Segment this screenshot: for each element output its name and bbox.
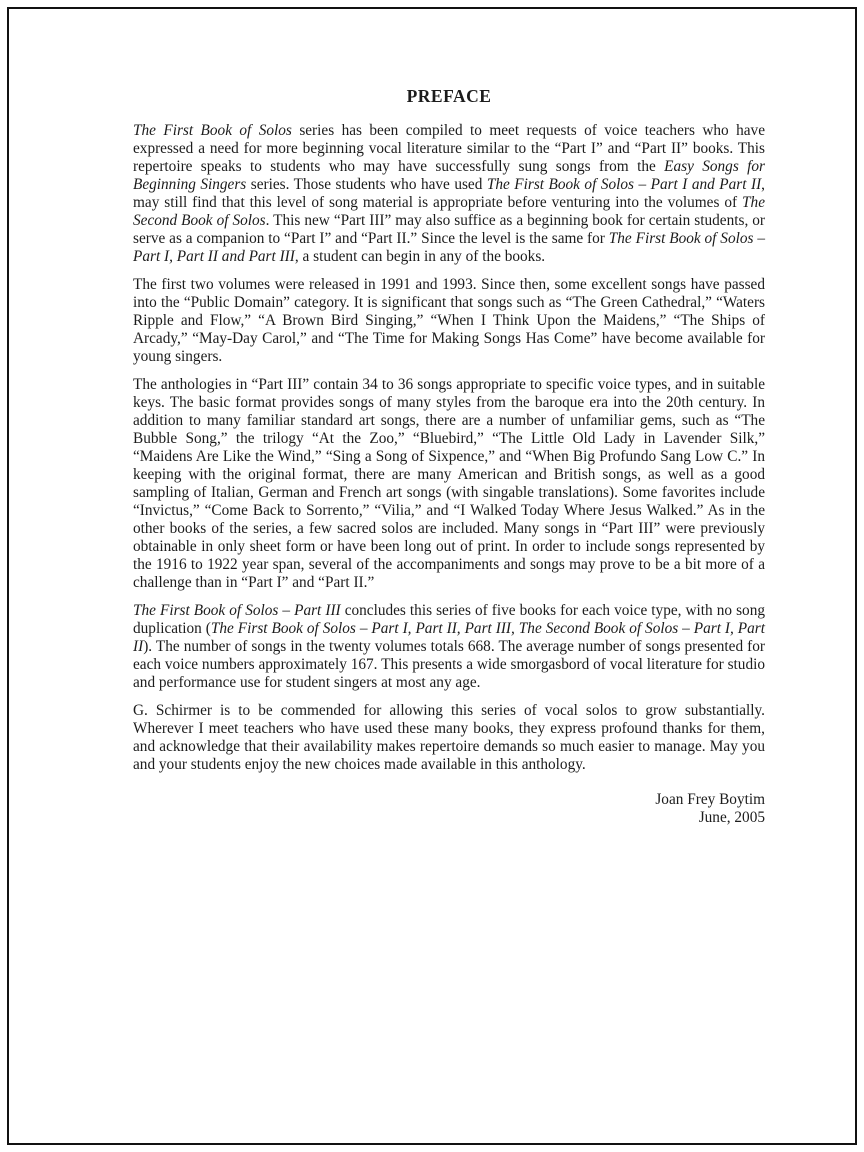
body-text: , may still find that this level of song material is appropriate before venturing into the volumes of xyxy=(133,176,765,211)
body-text: ). The number of songs in the twenty volumes totals 668. The average number of songs presented for each voice numbers approximately 167. This presents a wide smorgasbord of vocal literature for studio and performance use for student singers at most any age. xyxy=(133,638,765,691)
page-title: PREFACE xyxy=(406,86,492,106)
body-text: concludes this series of five books for each voice type, with no song duplication ( xyxy=(133,602,765,637)
paragraph xyxy=(133,702,765,774)
signature-date: June, 2005 xyxy=(698,809,765,826)
book-title-text: The First Book of Solos – Part I, Part II, Part III, The Second Book of Solos – Part I, Part II xyxy=(133,620,765,655)
body-text: series. Those students who have used xyxy=(246,176,487,193)
paragraph xyxy=(133,122,765,266)
paragraph xyxy=(133,276,765,366)
book-title-text: The Second Book of Solos xyxy=(133,194,765,229)
body-text: The anthologies in “Part III” contain 34 to 36 songs appropriate to specific voice types, and in suitable keys. The basic format provides songs of many styles from the baroque era into the 20th century. In addition to many familiar standard art songs, there are a number of unfamiliar gems, such as “The Bubble Song,” the trilogy “At the Zoo,” “Bluebird,” “The Little Old Lady in Lavender Silk,” “Maidens Are Like the Wind,” “Sing a Song of Sixpence,” and “When Big Profundo Sang Low C.” In keeping with the original format, there are many American and British songs, as well as a good sampling of Italian, German and French art songs (with singable translations). Some favorites include “Invictus,” “Come Back to Sorrento,” “Vilia,” and “I Walked Today Where Jesus Walked.” As in the other books of the series, a few sacred solos are included. Many songs in “Part III” were previously obtainable in only sheet form or have been long out of print. In order to include songs represented by the 1916 to 1922 year span, several of the accompaniments and songs may prove to be a bit more of a challenge than in “Part I” and “Part II.” xyxy=(133,376,765,591)
book-title-text: The First Book of Solos – Part I and Part II xyxy=(486,176,762,193)
body-text: The first two volumes were released in 1991 and 1993. Since then, some excellent songs have passed into the “Public Domain” category. It is significant that songs such as “The Green Cathedral,” “Waters Ripple and Flow,” “A Brown Bird Singing,” “When I Think Upon the Maidens,” “The Ships of Arcady,” “May-Day Carol,” and “The Time for Making Songs Has Come” have become available for young singers. xyxy=(133,276,765,365)
body-text: series has been compiled to meet requests of voice teachers who have expressed a need for more beginning vocal literature similar to the “Part I” and “Part II” books. This repertoire speaks to students who may have successfully sung songs from the xyxy=(133,122,765,175)
preface-text xyxy=(133,122,765,774)
paragraph xyxy=(133,602,765,692)
signature-block xyxy=(133,791,765,827)
book-title-text: Easy Songs for Beginning Singers xyxy=(133,158,765,193)
body-text: , a student can begin in any of the books. xyxy=(294,248,546,265)
body-text: G. Schirmer is to be commended for allowing this series of vocal solos to grow substantially. Wherever I meet teachers who have used these many books, they express profound thanks for them, and acknowledge that their availability makes repertoire demands so much easier to manage. May you and your students enjoy the new choices made available in this anthology. xyxy=(133,702,765,773)
book-title-text: The First Book of Solos – Part I, Part II and Part III xyxy=(133,230,765,265)
book-title-text: The First Book of Solos xyxy=(133,122,292,139)
body-text: . This new “Part III” may also suffice as a beginning book for certain students, or serve as a companion to “Part I” and “Part II.” Since the level is the same for xyxy=(133,212,765,247)
paragraph xyxy=(133,376,765,592)
signature-name: Joan Frey Boytim xyxy=(655,791,765,808)
book-title-text: The First Book of Solos – Part III xyxy=(133,602,341,619)
